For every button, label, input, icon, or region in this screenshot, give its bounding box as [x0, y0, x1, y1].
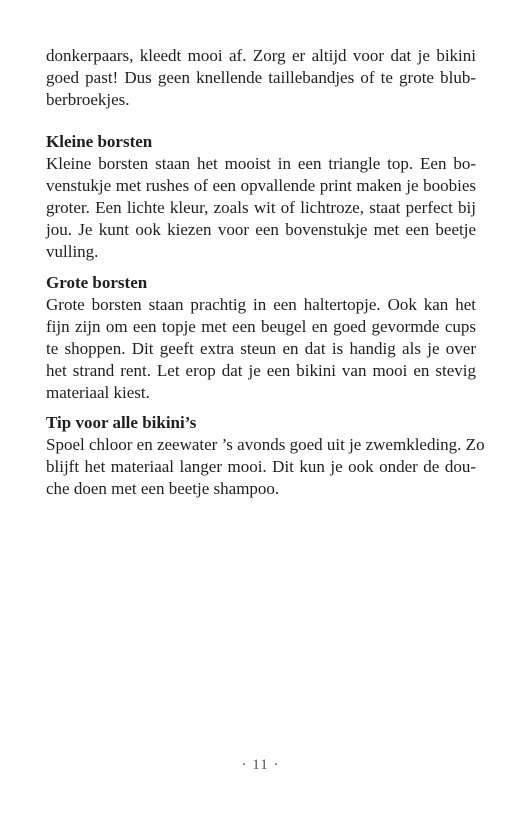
section-tip-alle-bikinis	[46, 412, 485, 500]
section-grote-borsten	[46, 272, 476, 404]
paragraph-line: berbroekjes.	[46, 90, 130, 109]
paragraph-line: venstukje met rushes of een opvallende print maken je boobies	[46, 176, 476, 195]
paragraph-line: Spoel chloor en zeewater ’s avonds goed uit je zwemkleding. Zo	[46, 435, 485, 454]
paragraph-line: jou. Je kunt ook kiezen voor een bovenstukje met een beetje	[46, 220, 476, 239]
page-number: · 11 ·	[241, 757, 280, 773]
section-heading: Grote borsten	[46, 273, 148, 292]
section-kleine-borsten	[46, 131, 476, 263]
paragraph-line: groter. Een lichte kleur, zoals wit of lichtroze, staat perfect bij	[46, 198, 476, 217]
paragraph-line: Kleine borsten staan het mooist in een triangle top. Een bo-	[46, 154, 476, 173]
paragraph-line: che doen met een beetje shampoo.	[46, 479, 280, 498]
paragraph-line: materiaal kiest.	[46, 383, 150, 402]
paragraph-line: blijft het materiaal langer mooi. Dit kun je ook onder de dou-	[46, 457, 476, 476]
paragraph-line: fijn zijn om een topje met een beugel en goed gevormde cups	[46, 317, 476, 336]
paragraph-line: te shoppen. Dit geeft extra steun en dat is handig als je over	[46, 339, 476, 358]
paragraph-line: donkerpaars, kleedt mooi af. Zorg er altijd voor dat je bikini	[46, 46, 476, 65]
section-heading: Tip voor alle bikini’s	[46, 413, 197, 432]
intro-paragraph	[46, 45, 476, 111]
paragraph-line: goed past! Dus geen knellende taillebandjes of te grote blub-	[46, 68, 476, 87]
section-heading: Kleine borsten	[46, 132, 153, 151]
paragraph-line: vulling.	[46, 242, 99, 261]
paragraph-line: Grote borsten staan prachtig in een haltertopje. Ook kan het	[46, 295, 476, 314]
paragraph-line: het strand rent. Let erop dat je een bikini van mooi en stevig	[46, 361, 476, 380]
